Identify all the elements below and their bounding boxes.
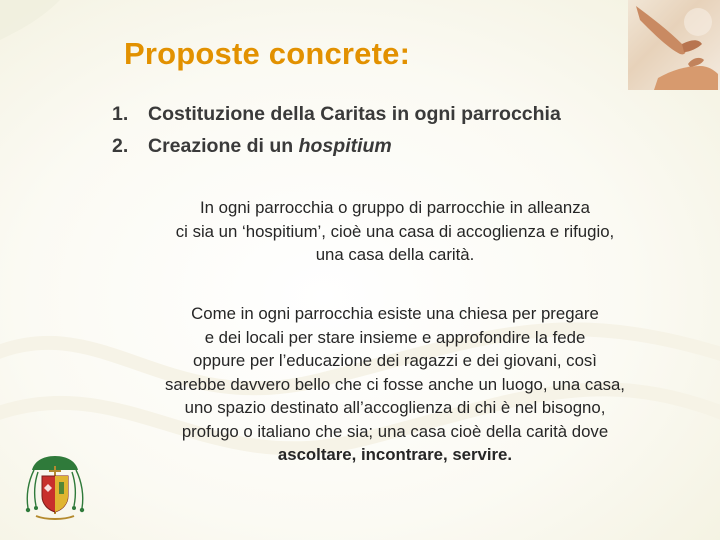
hands-icon [628,0,720,90]
paragraph-line: uno spazio destinato all’accoglienza di chi è nel bisogno, [184,398,606,417]
list-item-number: 1. [112,103,129,125]
bishop-coat-of-arms-icon [22,452,88,524]
paragraph-line: sarebbe davvero bello che ci fosse anche un luogo, una casa, [165,374,625,394]
proposal-list [112,98,561,162]
paragraph-line: profugo o italiano che sia; una casa cioè della carità dove [181,421,609,441]
list-item-emphasis: hospitium [298,135,392,157]
paragraph-bold-line: ascoltare, incontrare, servire. [277,445,513,464]
list-item-text: Creazione di un [148,135,299,157]
slide-title: Proposte concrete: [124,36,411,71]
hands-photo [628,0,720,90]
list-item-text: Costituzione della Caritas in ogni parrocchia [148,103,561,125]
list-item [112,98,561,130]
paragraph-hospitium [100,196,690,267]
list-item-number: 2. [112,135,129,157]
paragraph-line: una casa della carità. [315,245,475,264]
paragraph-line: ci sia un ‘hospitium’, cioè una casa di accoglienza e rifugio, [175,221,615,241]
paragraph-line: e dei locali per stare insieme e approfondire la fede [204,327,586,347]
paragraph-line: oppure per l’educazione dei ragazzi e dei giovani, così [193,351,597,370]
list-item [112,130,561,162]
paragraph-line: Come in ogni parrocchia esiste una chiesa per pregare [191,304,599,323]
paragraph-line: In ogni parrocchia o gruppo di parrocchie in alleanza [200,198,590,217]
paragraph-comparison [100,302,690,467]
